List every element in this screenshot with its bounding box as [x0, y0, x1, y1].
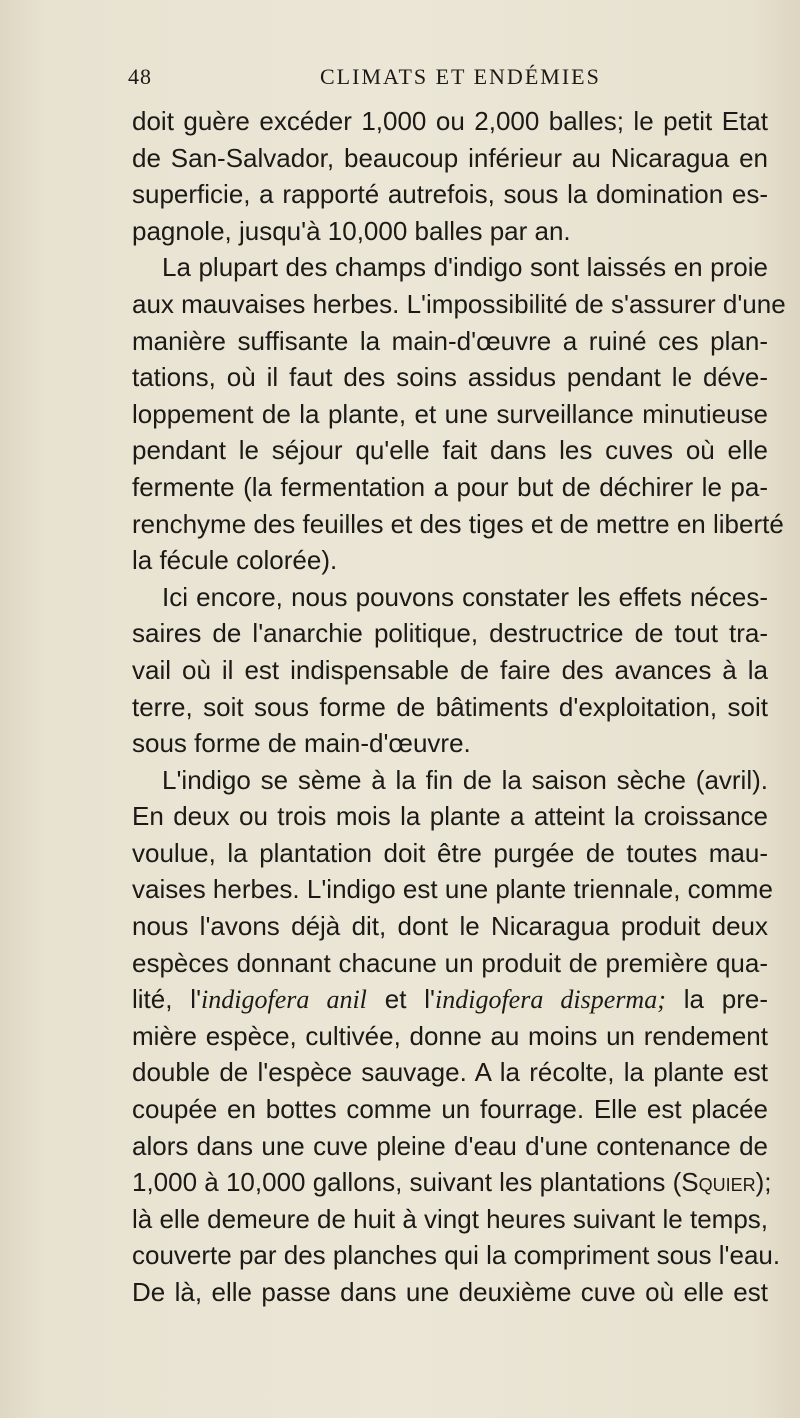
text-line: pagnole, jusqu'à 10,000 balles par an. [132, 215, 571, 246]
text-line: sous forme de main-d'œuvre. [132, 728, 471, 759]
text-line: tations, où il faut des soins assidus pendant le déve- [132, 362, 768, 393]
text-line: Ici encore, nous pouvons constater les effets néces- [162, 581, 768, 612]
page-number: 48 [128, 64, 152, 89]
running-title: CLIMATS ET ENDÉMIES [320, 64, 601, 89]
text-line-smallcaps: 1,000 à 10,000 gallons, suivant les plantations (Squier); [132, 1167, 772, 1198]
text-line: doit guère excéder 1,000 ou 2,000 balles; le petit Etat [132, 106, 768, 136]
text-line: là elle demeure de huit à vingt heures suivant le temps, [132, 1203, 768, 1234]
text-line: renchyme des feuilles et des tiges et de mettre en liberté [132, 508, 784, 539]
text-line: alors dans une cuve pleine d'eau d'une contenance de [132, 1130, 768, 1161]
text-line: L'indigo se sème à la fin de la saison sèche (avril). [162, 764, 768, 795]
text-line: coupée en bottes comme un fourrage. Elle est placée [132, 1094, 768, 1125]
text-line: En deux ou trois mois la plante a atteint la croissance [132, 801, 768, 832]
species-name-anil: indigofera anil [201, 985, 367, 1015]
text-line: La plupart des champs d'indigo sont laissés en proie [162, 252, 768, 283]
text-line: terre, soit sous forme de bâtiments d'exploitation, soit [132, 691, 768, 722]
text-line-italic: lité, l'indigofera anil et l'indigofera disperma; la pre- [132, 984, 769, 1015]
text-line: aux mauvaises herbes. L'impossibilité de s'assurer d'une [132, 288, 786, 319]
text-line: voulue, la plantation doit être purgée de toutes mau- [132, 837, 768, 868]
text-line: saires de l'anarchie politique, destructrice de tout tra- [132, 618, 768, 649]
text-line: couverte par des planches qui la compriment sous l'eau. [132, 1240, 781, 1271]
text-line: manière suffisante la main-d'œuvre a ruiné ces plan- [132, 325, 768, 356]
text-line: mière espèce, cultivée, donne au moins un rendement [132, 1020, 768, 1051]
author-name: Squier [681, 1167, 756, 1198]
text-line: double de l'espèce sauvage. A la récolte, la plante est [132, 1057, 768, 1088]
text-line: vail où il est indispensable de faire des avances à la [132, 654, 768, 685]
text-line: la fécule colorée). [132, 545, 338, 576]
text-line: pendant le séjour qu'elle fait dans les cuves où elle [132, 435, 768, 466]
text-line: nous l'avons déjà dit, dont le Nicaragua produit deux [132, 911, 768, 942]
text-line: vaises herbes. L'indigo est une plante triennale, comme [132, 874, 773, 905]
text-line: fermente (la fermentation a pour but de déchirer le pa- [132, 471, 768, 502]
text-line: loppement de la plante, et une surveillance minutieuse [132, 398, 768, 429]
body-text [132, 103, 786, 1311]
text-line: De là, elle passe dans une deuxième cuve où elle est [132, 1277, 768, 1307]
page-header [128, 64, 768, 94]
species-name-disperma: indigofera disperma; [435, 985, 666, 1015]
text-line: espèces donnant chacune un produit de première qua- [132, 947, 768, 978]
text-line: superficie, a rapporté autrefois, sous la domination es- [132, 179, 768, 210]
text-line: de San-Salvador, beaucoup inférieur au Nicaragua en [132, 142, 768, 173]
